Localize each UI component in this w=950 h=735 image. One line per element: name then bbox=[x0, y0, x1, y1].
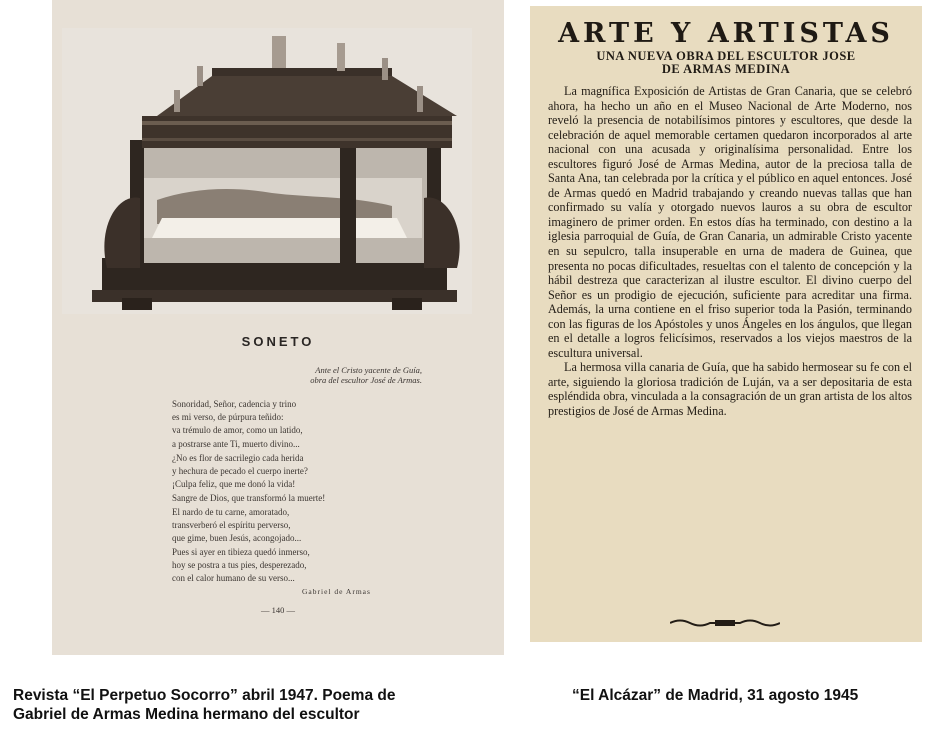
caption-newspaper: “El Alcázar” de Madrid, 31 agosto 1945 bbox=[572, 687, 859, 704]
verse-line: Sonoridad, Señor, cadencia y trino bbox=[172, 399, 297, 409]
verse-line: es mi verso, de púrpura teñido: bbox=[172, 412, 284, 423]
verse-line: con el calor humano de su verso... bbox=[172, 573, 295, 584]
page-number: — 140 — bbox=[261, 605, 295, 615]
urn-illustration bbox=[62, 28, 472, 314]
article-paragraph: La hermosa villa canaria de Guía, que ha sabido hermosear su fe con el arte, siguiendo la gloriosa tradición de Luján, va a ser depositaria de esta espléndida obra, vinculada a la consagración de un gran artista de los altos prestigios de José de Armas Medina. bbox=[548, 360, 912, 419]
newspaper-headline: ARTE Y ARTISTAS bbox=[558, 18, 894, 49]
verse-line: que gime, buen Jesús, acongojado... bbox=[172, 533, 302, 544]
verse-line: ¡Culpa feliz, que me donó la vida! bbox=[172, 479, 296, 490]
verse-line: y hechura de pecado el cuerpo inerte? bbox=[172, 466, 308, 477]
stanza bbox=[172, 506, 432, 546]
angel-right bbox=[424, 198, 460, 268]
poem-signature: Gabriel de Armas bbox=[302, 587, 371, 596]
stanza bbox=[172, 398, 432, 451]
verse-line: ¿No es flor de sacrilegio cada herida bbox=[172, 453, 304, 463]
newspaper-clipping bbox=[530, 6, 922, 642]
verse-line: El nardo de tu carne, amoratado, bbox=[172, 507, 290, 517]
verse-line: transverberó el espíritu perverso, bbox=[172, 520, 291, 531]
article-paragraph: La magnífica Exposición de Artistas de Gran Canaria, que se celebró ahora, ha hecho un año en el Museo Nacional de Arte Moderno, nos reveló la presencia de notabilísimos pintores y escultores, que desde la celebración de aquel memorable certamen quedaron incorporados al arte nacional con una acusada y originalísima personalidad. Entre los escultores figuró José de Armas Medina, autor de la preciosa talla de Santa Ana, tan celebrada por la crítica y el público en aquel entonces. José de Armas quedó en Madrid trabajando y creando nuevas tallas que han confirmado su valía y otorgado nuevos lauros a su obra de escultor imaginero de primer orden. En estos días ha terminado, con destino a la iglesia parroquial de Guía, de Gran Canaria, un admirable Cristo yacente en su sepulcro, talla insuperable en urna de madera de Guinea, que presenta no pocas dificultades, resueltas con el talento de concepción y la hábil destreza que caracterizan al ilustre escultor. El divino cuerpo del Señor es un prodigio de ejecución, suficiente para acreditar una firma. Además, la urna contiene en el friso superior toda la Pasión, terminando con las figuras de los Apóstoles y unos Ángeles en los ángulos, que llegan en el detalle a logros felicísimos, reservados a los viejos maestros de la escultura universal. bbox=[548, 84, 912, 360]
caption-magazine: Revista “El Perpetuo Socorro” abril 1947. Poema de Gabriel de Armas Medina hermano del escultor bbox=[13, 687, 396, 723]
sonnet-title: SONETO bbox=[241, 334, 315, 349]
verse-line: a postrarse ante Ti, muerto divino... bbox=[172, 438, 300, 449]
verse-line: Sangre de Dios, que transformó la muerte! bbox=[172, 492, 326, 503]
article-body bbox=[548, 84, 912, 419]
stanza bbox=[172, 546, 432, 586]
urn-photo bbox=[62, 28, 472, 314]
newspaper-subheadline: UNA NUEVA OBRA DEL ESCULTOR JOSE DE ARMAS MEDINA bbox=[596, 49, 856, 76]
verse-line: va trémulo de amor, como un latido, bbox=[172, 425, 303, 436]
angel-left bbox=[104, 198, 140, 268]
stanza bbox=[172, 452, 432, 505]
urn-frieze bbox=[142, 116, 452, 148]
verse-line: Pues si ayer en tibieza quedó inmerso, bbox=[172, 547, 310, 557]
ornament-divider bbox=[670, 618, 780, 628]
sonnet-dedication: Ante el Cristo yacente de Guía, obra del escultor José de Armas. bbox=[310, 365, 422, 385]
magazine-page bbox=[52, 0, 504, 655]
verse-line: hoy se postra a tus pies, desperezado, bbox=[172, 560, 307, 571]
